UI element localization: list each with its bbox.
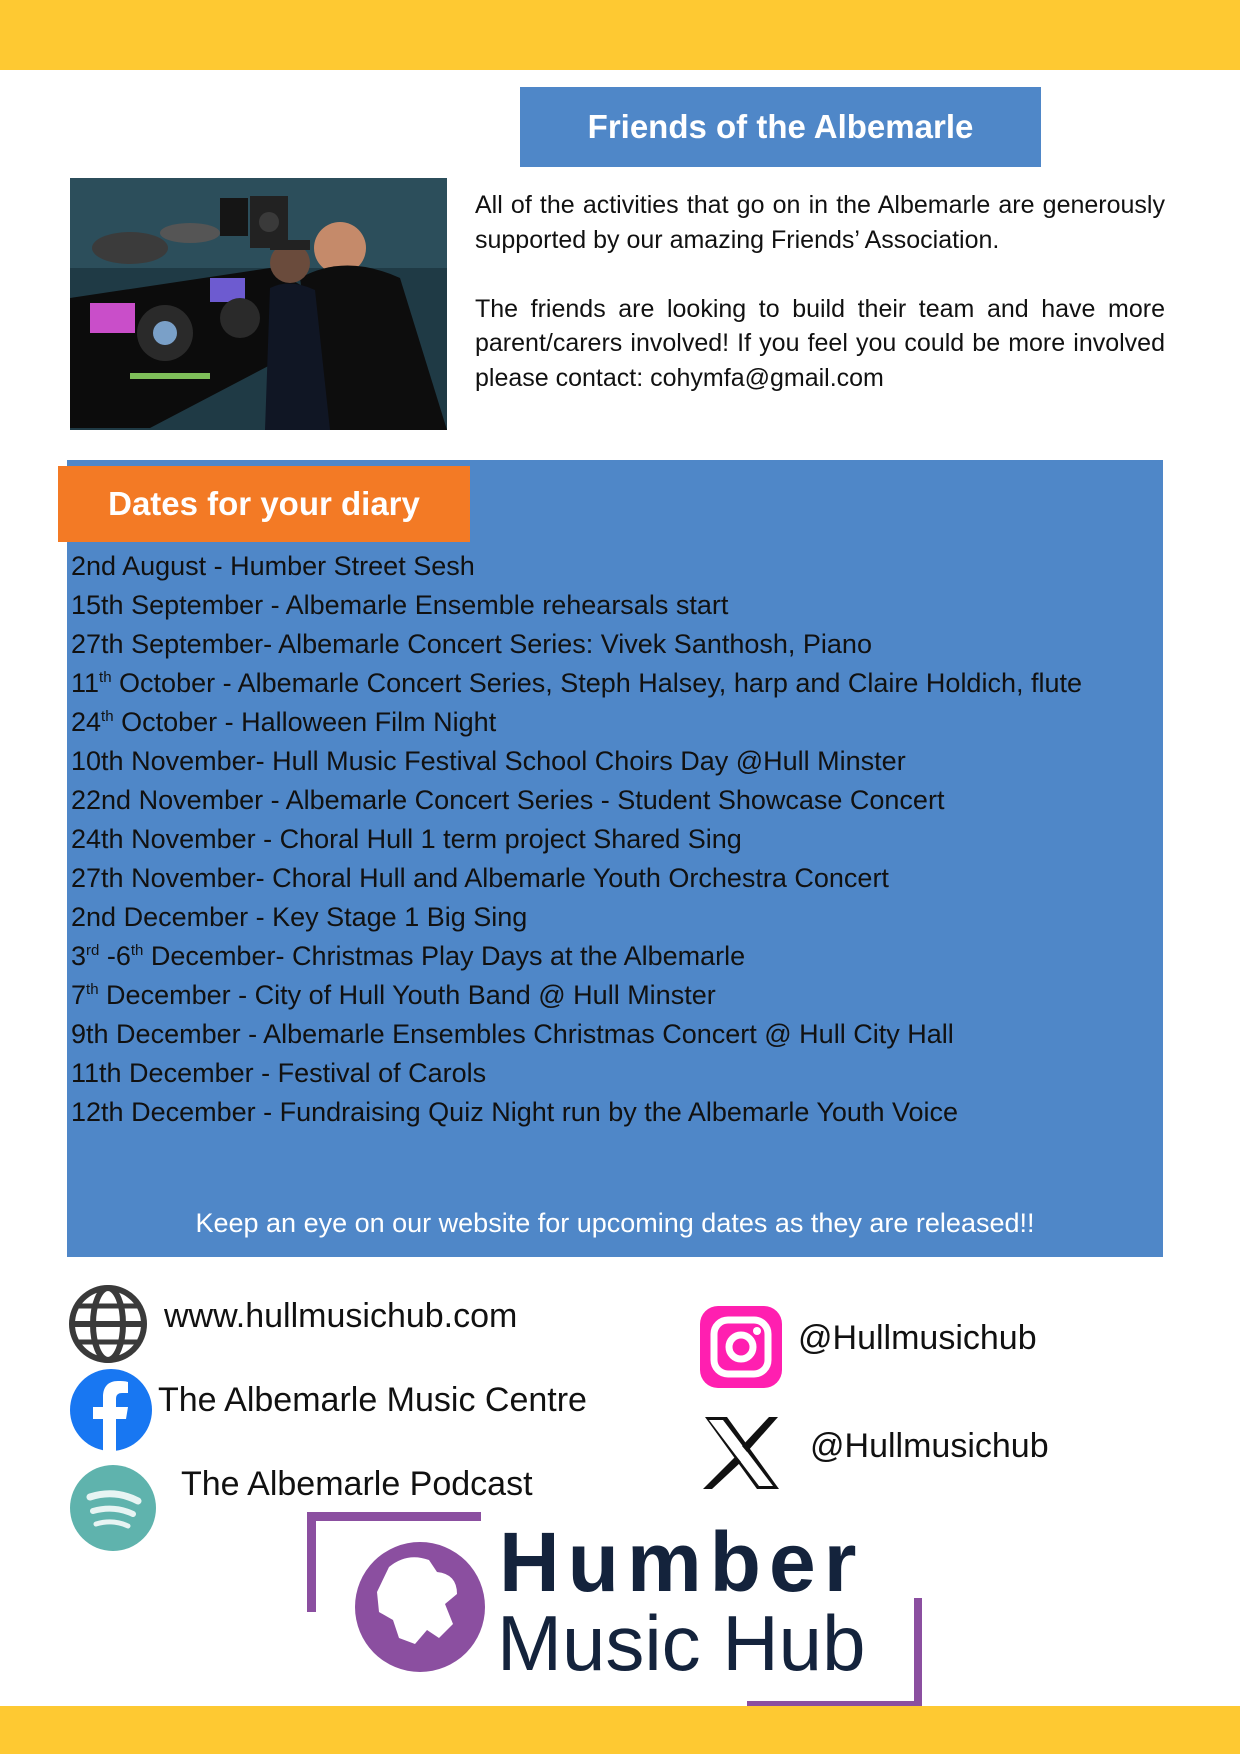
event-text: 3 xyxy=(71,941,87,971)
diary-event xyxy=(71,976,1167,1015)
date-ordinal: th xyxy=(101,708,114,725)
spotify-icon[interactable] xyxy=(70,1465,156,1556)
event-text: 27th xyxy=(71,863,124,893)
event-text: August - Humber Street Sesh xyxy=(116,551,475,581)
event-text: 11 xyxy=(71,668,100,698)
event-text: 10th xyxy=(71,746,124,776)
event-text: 11th xyxy=(71,1058,122,1088)
top-band xyxy=(0,0,1240,70)
event-text: December- Christmas Play Days at the Albemarle xyxy=(143,941,746,971)
facebook-icon[interactable] xyxy=(70,1369,152,1456)
diary-event xyxy=(71,937,1167,976)
diary-event xyxy=(71,586,1167,625)
friends-paragraph-1: All of the activities that go on in the Albemarle are generously supported by our amazing Friends’ Association. xyxy=(475,191,1165,254)
event-text: 7 xyxy=(71,980,87,1010)
event-text: November- Choral Hull and Albemarle Youth Orchestra Concert xyxy=(123,863,889,893)
diary-title: Dates for your diary xyxy=(58,466,470,542)
diary-event xyxy=(71,664,1167,703)
diary-event xyxy=(71,625,1167,664)
humber-music-hub-logo xyxy=(307,1512,922,1706)
diary-event xyxy=(71,1015,1167,1054)
event-text: December - Albemarle Ensembles Christmas Concert @ Hull City Hall xyxy=(108,1019,954,1049)
event-text: 24th xyxy=(71,824,124,854)
event-text: 24 xyxy=(71,707,102,737)
podcast-link[interactable]: The Albemarle Podcast xyxy=(181,1465,533,1503)
event-text: 2nd xyxy=(71,902,117,932)
friends-intro xyxy=(475,188,1165,430)
event-text: October - Albemarle Concert Series, Steph Halsey, harp and Claire Holdich, flute xyxy=(111,668,1083,698)
diary-event xyxy=(71,859,1167,898)
diary-event xyxy=(71,1054,1167,1093)
event-text: September - Albemarle Ensemble rehearsals start xyxy=(123,590,729,620)
event-text: 15th xyxy=(71,590,124,620)
diary-event xyxy=(71,898,1167,937)
facebook-link[interactable]: The Albemarle Music Centre xyxy=(158,1381,587,1419)
event-text: September- Albemarle Concert Series: Vivek Santhosh, Piano xyxy=(123,629,872,659)
date-ordinal: th xyxy=(86,981,99,998)
friends-paragraph-2: The friends are looking to build their team and have more parent/carers involved! If you feel you could be more involved please contact: cohymfa@gmail.com xyxy=(475,294,1165,392)
dj-photo xyxy=(70,178,447,430)
logo-line-2: Music Hub xyxy=(497,1599,866,1687)
event-text: December - Festival of Carols xyxy=(121,1058,487,1088)
diary-event xyxy=(71,1093,1167,1132)
event-text: 9th xyxy=(71,1019,109,1049)
friends-title: Friends of the Albemarle xyxy=(520,87,1041,167)
event-text: 27th xyxy=(71,629,124,659)
logo-line-1: Humber xyxy=(499,1515,865,1609)
diary-event xyxy=(71,781,1167,820)
date-ordinal: rd xyxy=(86,942,100,959)
diary-event xyxy=(71,820,1167,859)
website-link[interactable]: www.hullmusichub.com xyxy=(164,1297,518,1335)
event-text: November- Hull Music Festival School Choirs Day @Hull Minster xyxy=(123,746,906,776)
diary-list xyxy=(71,547,1167,1132)
instagram-icon[interactable] xyxy=(700,1306,782,1393)
event-text: November - Choral Hull 1 term project Shared Sing xyxy=(123,824,742,854)
event-text: December - Fundraising Quiz Night run by the Albemarle Youth Voice xyxy=(123,1097,959,1127)
event-text: -6 xyxy=(99,941,131,971)
date-ordinal: th xyxy=(99,669,112,686)
bottom-band xyxy=(0,1706,1240,1754)
diary-event xyxy=(71,547,1167,586)
diary-event xyxy=(71,742,1167,781)
event-text: 12th xyxy=(71,1097,124,1127)
date-ordinal: th xyxy=(130,942,144,959)
diary-event xyxy=(71,703,1167,742)
x-icon[interactable] xyxy=(703,1417,781,1494)
event-text: 2nd xyxy=(71,551,117,581)
globe-icon xyxy=(68,1284,148,1369)
event-text: November - Albemarle Concert Series - Student Showcase Concert xyxy=(131,785,945,815)
x-handle[interactable]: @Hullmusichub xyxy=(810,1427,1049,1465)
event-text: 22nd xyxy=(71,785,132,815)
diary-note: Keep an eye on our website for upcoming dates as they are released!! xyxy=(195,1208,1035,1238)
instagram-handle[interactable]: @Hullmusichub xyxy=(798,1319,1037,1357)
event-text: December - City of Hull Youth Band @ Hull Minster xyxy=(98,980,716,1010)
event-text: October - Halloween Film Night xyxy=(113,707,497,737)
event-text: December - Key Stage 1 Big Sing xyxy=(116,902,528,932)
